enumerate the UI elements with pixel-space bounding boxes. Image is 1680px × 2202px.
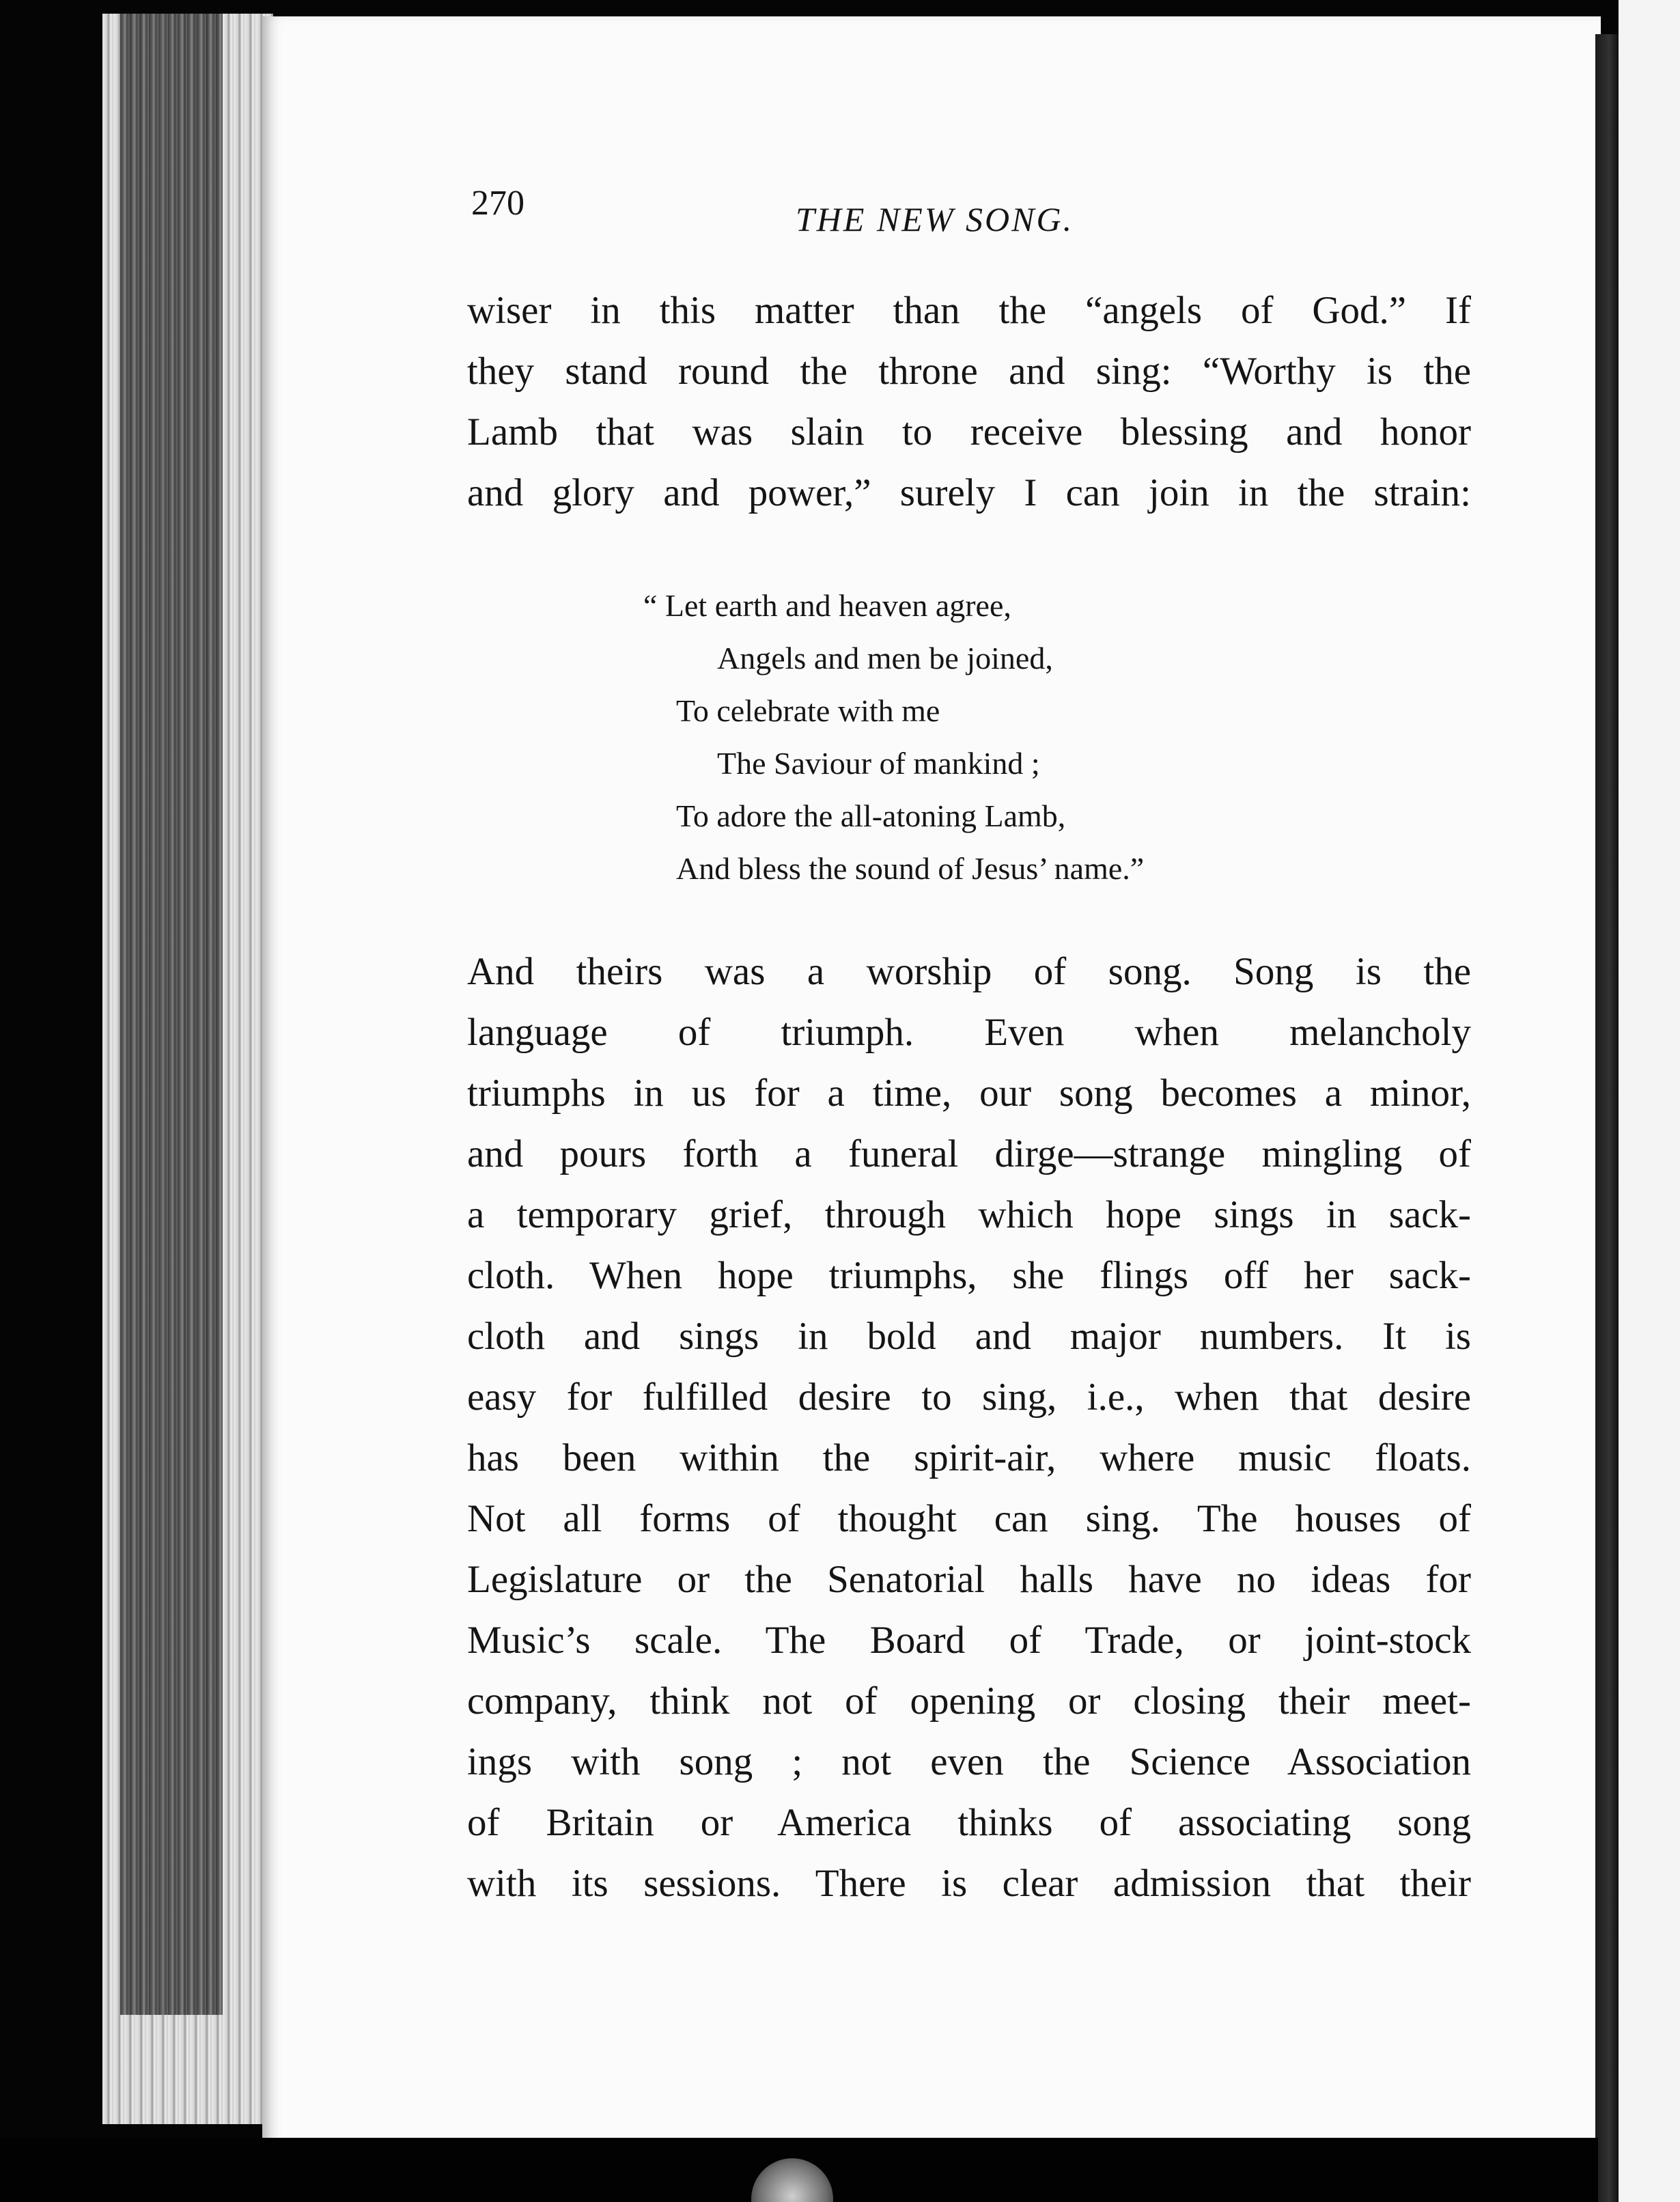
text-line: ings with song ; not even the Science Association: [467, 1740, 1471, 1783]
text-line: has been within the spirit-air, where music floats.: [467, 1436, 1471, 1479]
text-line: easy for fulfilled desire to sing, i.e., when that desire: [467, 1376, 1471, 1419]
text-line: Lamb that was slain to receive blessing and honor: [467, 410, 1471, 454]
page-edges-shadow: [120, 14, 223, 2015]
paragraph-1: [467, 280, 1471, 523]
text-line: cloth. When hope triumphs, she flings off her sack-: [467, 1254, 1471, 1297]
text-line: and glory and power,” surely I can join in the strain:: [467, 471, 1471, 514]
poem-line: To adore the all-atoning Lamb,: [676, 798, 1066, 833]
text-line: they stand round the throne and sing: “Worthy is the: [467, 350, 1471, 393]
poem-line: “ Let earth and heaven agree,: [643, 588, 1011, 623]
page-number: 270: [471, 184, 524, 223]
text-line: Legislature or the Senatorial halls have no ideas for: [467, 1558, 1471, 1601]
paragraph-2: [467, 941, 1471, 1914]
running-title: THE NEW SONG.: [796, 200, 1074, 238]
text-line: company, think not of opening or closing their meet-: [467, 1680, 1471, 1723]
facing-page-edge: [1619, 0, 1680, 2202]
text-line: cloth and sings in bold and major numbers. It is: [467, 1315, 1471, 1358]
poem-line: The Saviour of mankind ;: [717, 746, 1040, 781]
text-line: triumphs in us for a time, our song becomes a minor,: [467, 1072, 1471, 1115]
book-spine: [1595, 34, 1619, 2202]
text-line: a temporary grief, through which hope sings in sack-: [467, 1193, 1471, 1236]
poem-line: And bless the sound of Jesus’ name.”: [676, 851, 1145, 886]
text-line: language of triumph. Even when melancholy: [467, 1011, 1471, 1054]
text-line: Music’s scale. The Board of Trade, or joint-stock: [467, 1619, 1471, 1662]
hymn-quotation: [643, 579, 1145, 895]
poem-line: To celebrate with me: [676, 693, 940, 728]
text-line: and pours forth a funeral dirge—strange mingling of: [467, 1132, 1471, 1175]
poem-line: Angels and men be joined,: [717, 641, 1053, 675]
text-line: Not all forms of thought can sing. The houses of: [467, 1497, 1471, 1540]
text-line: of Britain or America thinks of associating song: [467, 1801, 1471, 1844]
text-line: And theirs was a worship of song. Song is the: [467, 950, 1471, 993]
text-line: wiser in this matter than the “angels of God.” If: [467, 289, 1471, 332]
text-line: with its sessions. There is clear admission that their: [467, 1862, 1471, 1905]
